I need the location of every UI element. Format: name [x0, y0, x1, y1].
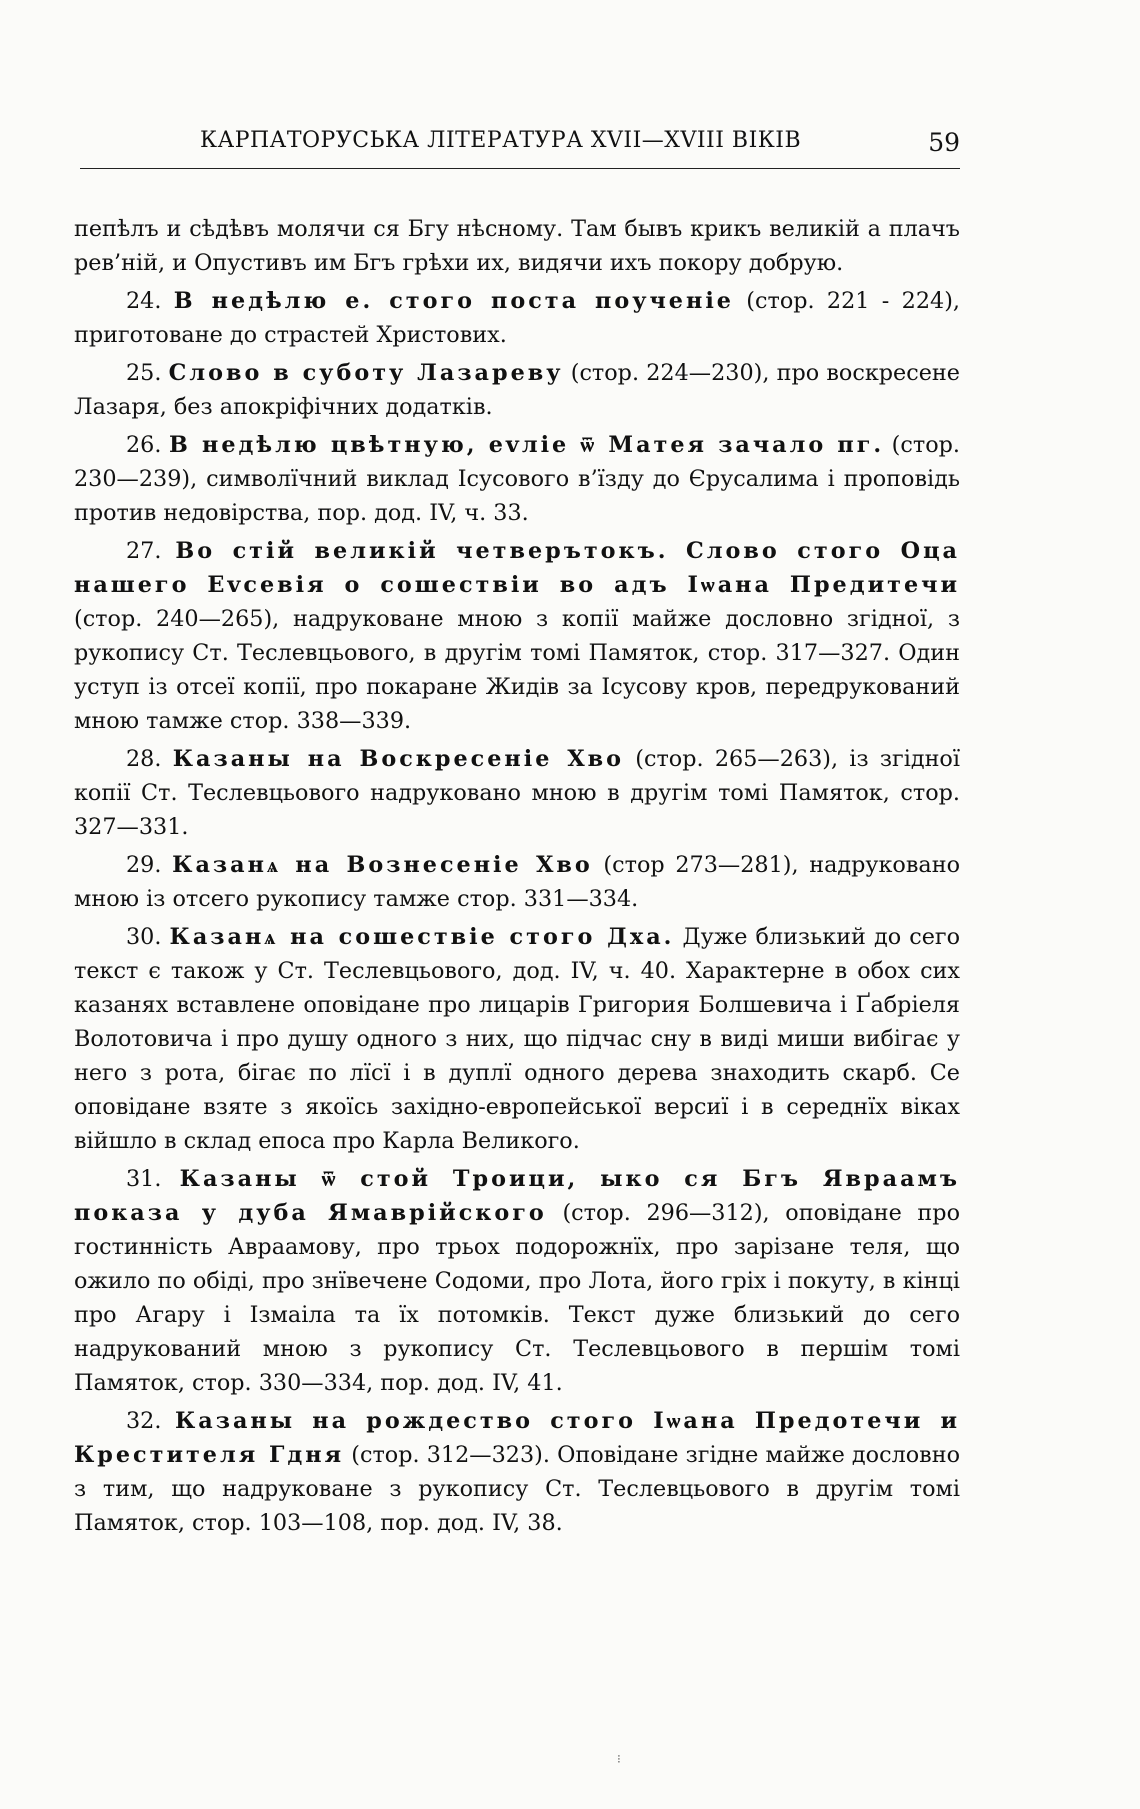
slavonic-title: В недѣлю е. стого поста поученіе: [173, 288, 734, 314]
running-header: [80, 128, 960, 168]
entry-27: [74, 534, 960, 738]
entry-26: [74, 428, 960, 530]
header-rule: [80, 168, 960, 169]
slavonic-title: Слово в суботу Лазареву: [168, 360, 564, 386]
entry-31: [74, 1162, 960, 1400]
entry-text: (стор. 296—312), оповідане про гостинність Авраамову, про трьох подорожнїх, про зарізане теля, що ожило по обіді, про знївечене Содоми, про Лота, його гріх і покуту, в кінці про Агару і Ізмаіла та їх потомків. Текст дуже близький до сего надрукований мною з рукопису Ст. Теслевцьового в першім томі Памяток, стор. 330—334, пор. дод. IV, 41.: [74, 1200, 960, 1396]
entry-number: 26.: [126, 432, 162, 458]
entry-text: Дуже близький до сего текст є також у Ст. Теслевцьового, дод. IV, ч. 40. Характерне в обох сих казанях вставлене оповідане про лицарів Григория Болшевича і Ґабріеля Волотовича і про душу одного з них, що підчас сну в виді миши вибігає у него з рота, бігає по лїсї і в дуплї одного дерева знаходить скарб. Се оповідане взяте з якоїсь західно-европейської версиї і в середнїх віках війшло в склад епоса про Карла Великого.: [74, 924, 960, 1154]
entry-28: [74, 742, 960, 844]
entry-number: 27.: [126, 538, 162, 564]
entry-number: 30.: [126, 924, 162, 950]
entry-number: 24.: [126, 288, 162, 314]
slavonic-title: Казанѧ на Вознесеніе Хво: [172, 852, 593, 878]
running-title: КАРПАТОРУСЬКА ЛІТЕРАТУРА XVII—XVIII ВІКІВ: [200, 128, 802, 153]
slavonic-title: Казаны ѿ стой Троици, ыко ся Бгъ Явраамъ показа у дуба Ямаврійского: [74, 1166, 960, 1226]
entry-number: 25.: [126, 360, 162, 386]
slavonic-title: Казаны на рождество стого Іѡана Предотечи и Крестителя Гдня: [74, 1408, 960, 1468]
page-number: 59: [928, 128, 960, 157]
entry-text: (стор. 221 - 224), приготоване до страстей Христових.: [74, 288, 961, 348]
entry-29: [74, 848, 960, 916]
slavonic-title: В недѣлю цвѣтную, еvліе ѿ Матея зачало пг.: [168, 432, 885, 458]
entry-30: [74, 920, 960, 1158]
continuation-paragraph: пепѣлъ и сѣдѣвъ молячи ся Бгу нѣсному. Там бывъ крикъ великій а плачъ рев’ній, и Опустивъ им Бгъ грѣхи их, видячи ихъ покору добрую.: [74, 216, 960, 276]
entry-text: (стор. 230—239), символїчний виклад Ісусового в’їзду до Єрусалима і проповідь против недовірства, пор. дод. IV, ч. 33.: [74, 432, 960, 526]
slavonic-title: Во стій великій четверътокъ. Слово стого Оца нашего Еvсевія о сошествіи во адъ Іѡана Предитечи: [74, 538, 960, 598]
entry-25: [74, 356, 960, 424]
entry-number: 29.: [126, 852, 162, 878]
entry-number: 32.: [126, 1408, 162, 1434]
slavonic-title: Казаны на Воскресеніе Хво: [172, 746, 624, 772]
entry-text: (стор. 312—323). Оповідане згідне майже дословно з тим, що надруковане з рукопису Ст. Теслевцьового в другім томі Памяток, стор. 103—108, пор. дод. IV, 38.: [74, 1442, 961, 1536]
entry-number: 28.: [126, 746, 162, 772]
print-speck: ⁝: [617, 1752, 621, 1766]
entry-32: [74, 1404, 960, 1540]
entry-24: [74, 284, 960, 352]
slavonic-title: Казанѧ на сошествіе стого Дха.: [169, 924, 675, 950]
entry-text: (стор 273—281), надруковано мною із отсего рукопису тамже стор. 331—334.: [74, 852, 960, 912]
entry-text: (стор. 224—230), про воскресене Лазаря, без апокріфічних додатків.: [74, 360, 960, 420]
entry-number: 31.: [126, 1166, 162, 1192]
page-body: [74, 212, 960, 1540]
entry-text: (стор. 240—265), надруковане мною з копії майже дословно згідної, з рукопису Ст. Теслевцьового, в другім томі Памяток, стор. 317—327. Один уступ із отсеї копії, про покаране Жидів за Ісусову кров, передрукований мною тамже стор. 338—339.: [74, 606, 960, 734]
entry-text: (стор. 265—263), із згідної копії Ст. Теслевцьового надруковано мною в другім томі Памяток, стор. 327—331.: [74, 746, 960, 840]
